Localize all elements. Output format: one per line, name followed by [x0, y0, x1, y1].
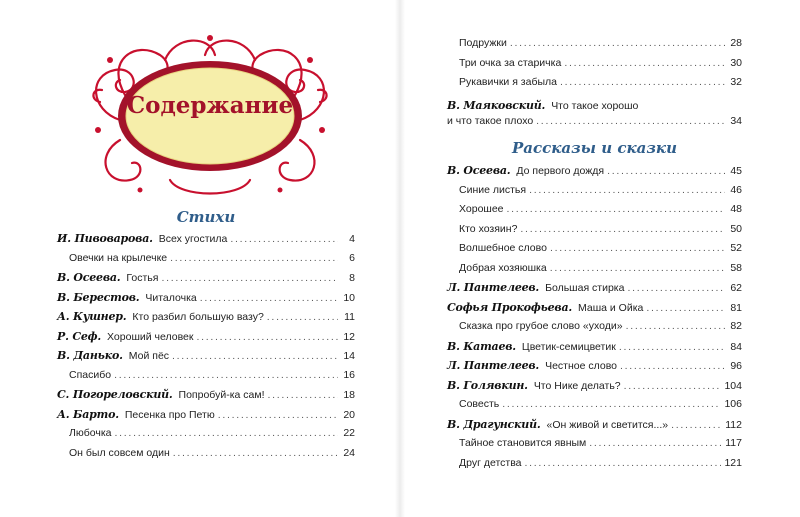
- dot-leader: [525, 457, 722, 469]
- toc-entry[interactable]: [447, 223, 742, 243]
- toc-entry[interactable]: [447, 301, 742, 321]
- dot-leader: [196, 331, 338, 343]
- toc-entry[interactable]: [57, 349, 355, 369]
- toc-entry[interactable]: [447, 281, 742, 301]
- toc-entry[interactable]: [57, 252, 355, 272]
- toc-title: Что Нике делать?: [533, 379, 621, 392]
- toc-page-number: 11: [344, 311, 355, 323]
- dot-leader: [550, 262, 725, 274]
- dot-leader: [510, 37, 725, 49]
- dot-leader: [626, 320, 725, 332]
- dot-leader: [624, 380, 722, 392]
- toc-title: Совесть: [459, 398, 500, 410]
- dot-leader: [560, 76, 725, 88]
- dot-leader: [536, 115, 725, 127]
- toc-title: Рукавички я забыла: [459, 76, 557, 88]
- toc-title: Кто хозяин?: [459, 222, 518, 235]
- toc-author: А. Кушнер.: [57, 310, 127, 323]
- toc-page-number: 34: [730, 114, 742, 127]
- toc-list-poems: [57, 232, 355, 466]
- toc-entry[interactable]: [447, 359, 742, 379]
- toc-title: Три очка за старичка: [459, 56, 562, 69]
- toc-title: Песенка про Петю: [124, 408, 215, 421]
- toc-author: Л. Пантелеев.: [447, 359, 540, 372]
- toc-page-number: 28: [730, 37, 742, 49]
- toc-entry[interactable]: [447, 57, 742, 77]
- toc-page-number: 18: [343, 389, 355, 401]
- toc-page-number: 12: [343, 330, 355, 343]
- toc-entry[interactable]: [447, 164, 742, 184]
- toc-title: Сказка про грубое слово «уходи»: [459, 320, 623, 332]
- toc-page-number: 62: [730, 282, 742, 294]
- dot-leader: [173, 447, 338, 459]
- section-title-stories: Рассказы и сказки: [512, 139, 677, 157]
- toc-entry-mayakovsky[interactable]: [447, 99, 742, 131]
- toc-author: В. Катаев.: [447, 339, 516, 353]
- toc-entry[interactable]: [447, 340, 742, 360]
- toc-entry[interactable]: [57, 330, 355, 350]
- toc-page-number: 30: [730, 56, 742, 69]
- toc-entry[interactable]: [447, 418, 742, 438]
- toc-title: Большая стирка: [545, 282, 625, 294]
- toc-page-number: 96: [730, 360, 742, 372]
- dot-leader: [267, 311, 338, 323]
- toc-title: Любочка: [69, 427, 112, 439]
- toc-title: Попробуй-ка сам!: [178, 389, 265, 401]
- dot-leader: [607, 165, 725, 177]
- toc-author: Л. Пантелеев.: [447, 281, 540, 294]
- toc-page-number: 32: [730, 76, 742, 88]
- toc-title: Мой пёс: [128, 350, 170, 362]
- toc-entry[interactable]: [57, 427, 355, 447]
- toc-title: До первого дождя: [516, 165, 605, 177]
- toc-entry[interactable]: [447, 262, 742, 282]
- toc-author: В. Голявкин.: [447, 378, 528, 392]
- toc-entry[interactable]: [447, 37, 742, 57]
- toc-author: И. Пивоварова.: [57, 232, 153, 245]
- toc-page-number: 45: [730, 165, 742, 177]
- toc-author: В. Данько.: [57, 349, 123, 362]
- toc-page-number: 46: [730, 183, 742, 196]
- toc-entry[interactable]: [447, 203, 742, 223]
- toc-title: Всех угостила: [158, 233, 228, 245]
- toc-entry[interactable]: [447, 184, 742, 204]
- dot-leader: [520, 223, 725, 235]
- book-spine-shadow: [395, 0, 405, 517]
- dot-leader: [627, 282, 725, 294]
- toc-title: Хорошее: [459, 203, 504, 215]
- toc-author: Р. Сеф.: [57, 329, 102, 343]
- dot-leader: [620, 360, 725, 372]
- dot-leader: [170, 252, 338, 264]
- dot-leader: [529, 184, 725, 196]
- toc-title: Тайное становится явным: [459, 437, 587, 449]
- toc-page-number: 16: [343, 368, 355, 381]
- toc-entry[interactable]: [57, 232, 355, 252]
- toc-entry[interactable]: [447, 320, 742, 340]
- toc-entry[interactable]: [447, 398, 742, 418]
- toc-list-right: [447, 37, 742, 134]
- dot-leader: [268, 389, 338, 401]
- dot-leader: [619, 341, 725, 353]
- dot-leader: [115, 427, 338, 439]
- contents-heading: Содержание: [126, 92, 294, 119]
- toc-page-number: 84: [730, 340, 742, 353]
- toc-page-number: 6: [349, 251, 355, 264]
- toc-page-number: 10: [343, 291, 355, 304]
- section-title-poems: Стихи: [176, 208, 236, 226]
- toc-entry[interactable]: [57, 291, 355, 311]
- toc-list-stories: [447, 164, 742, 476]
- dot-leader: [671, 419, 722, 431]
- toc-page-number: 82: [730, 320, 742, 332]
- toc-author: В. Берестов.: [57, 290, 140, 304]
- toc-entry[interactable]: [447, 457, 742, 477]
- toc-title: Подружки: [459, 37, 507, 49]
- dot-leader: [172, 350, 338, 362]
- toc-page-number: 112: [725, 418, 742, 431]
- toc-author: А. Барто.: [57, 407, 119, 421]
- toc-entry[interactable]: [57, 447, 355, 467]
- toc-title-continued: и что такое плохо: [447, 114, 534, 127]
- toc-title: Синие листья: [459, 183, 527, 196]
- dot-leader: [564, 57, 725, 69]
- dot-leader: [502, 398, 721, 410]
- toc-entry[interactable]: [447, 242, 742, 262]
- dot-leader: [507, 203, 725, 215]
- toc-entry[interactable]: [57, 310, 355, 330]
- toc-title: Кто разбил большую вазу?: [132, 311, 264, 323]
- toc-page-number: 14: [343, 350, 355, 362]
- toc-page-number: 22: [343, 427, 355, 439]
- toc-entry[interactable]: [57, 271, 355, 291]
- toc-page-number: 58: [730, 261, 742, 274]
- toc-entry[interactable]: [447, 76, 742, 96]
- toc-page-number: 106: [724, 398, 742, 410]
- toc-title: Спасибо: [69, 368, 112, 381]
- toc-entry[interactable]: [57, 408, 355, 428]
- toc-title: Цветик-семицветик: [521, 340, 616, 353]
- toc-page-number: 52: [730, 242, 742, 254]
- dot-leader: [230, 233, 338, 245]
- toc-page-number: 20: [343, 408, 355, 421]
- dot-leader: [218, 409, 338, 421]
- toc-page-number: 121: [724, 456, 742, 469]
- toc-title: Друг детства: [459, 456, 522, 469]
- toc-page-number: 104: [724, 379, 742, 392]
- toc-page-number: 81: [730, 301, 742, 314]
- toc-title: «Он живой и светится...»: [546, 418, 669, 431]
- dot-leader: [114, 369, 338, 381]
- toc-author: В. Маяковский.: [447, 98, 546, 112]
- toc-author: С. Погореловский.: [57, 388, 173, 401]
- toc-entry[interactable]: [57, 388, 355, 408]
- toc-entry[interactable]: [57, 369, 355, 389]
- toc-title: Маша и Ойка: [578, 301, 644, 314]
- toc-page-number: 4: [349, 233, 355, 245]
- toc-page-number: 117: [725, 437, 742, 449]
- toc-page-number: 48: [730, 203, 742, 215]
- toc-author: В. Осеева.: [57, 271, 121, 284]
- toc-title: Хороший человек: [107, 330, 194, 343]
- toc-title: Волшебное слово: [459, 242, 547, 254]
- toc-title: Что такое хорошо: [551, 99, 639, 112]
- toc-entry[interactable]: [447, 437, 742, 457]
- toc-title: Он был совсем один: [69, 446, 170, 459]
- toc-title: Читалочка: [145, 291, 197, 304]
- toc-entry[interactable]: [447, 379, 742, 399]
- toc-author: В. Осеева.: [447, 164, 511, 177]
- toc-title: Овечки на крылечке: [69, 251, 168, 264]
- dot-leader: [646, 302, 725, 314]
- toc-author: В. Драгунский.: [447, 417, 541, 431]
- dot-leader: [589, 437, 722, 449]
- toc-title: Добрая хозяюшка: [459, 261, 547, 274]
- toc-page-number: 8: [349, 272, 355, 284]
- toc-page-number: 50: [730, 222, 742, 235]
- toc-title: Гостья: [126, 272, 159, 284]
- toc-title: Честное слово: [545, 360, 618, 372]
- dot-leader: [200, 292, 338, 304]
- dot-leader: [161, 272, 338, 284]
- toc-author: Софья Прокофьева.: [447, 300, 573, 314]
- toc-page-number: 24: [343, 446, 355, 459]
- dot-leader: [550, 242, 725, 254]
